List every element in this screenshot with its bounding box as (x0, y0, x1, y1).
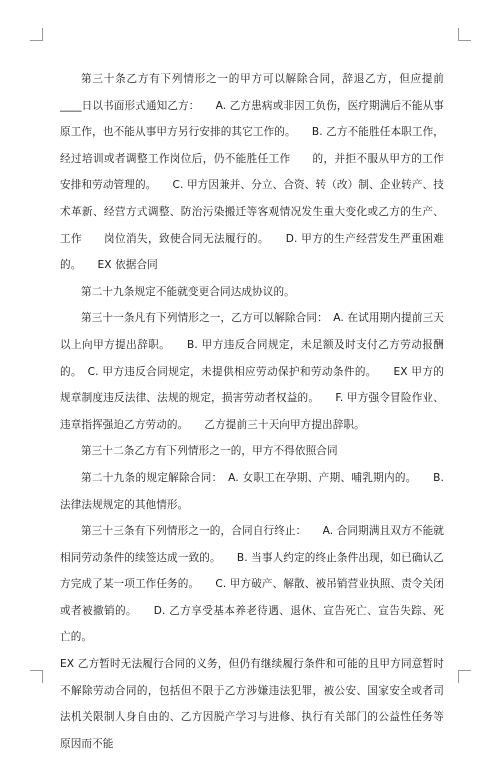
paragraph-article-29-dismissal: 第二十九条的规定解除合同： A. 女职工在孕期、产期、哺乳期内的。 B. 法律法规规定的其他情形。 (60, 471, 444, 511)
paragraph-article-32: 第三十二条乙方有下列情形之一的，甲方不得依照合同 (81, 445, 338, 458)
crop-mark-bottom-left (30, 670, 43, 683)
crop-mark-bottom-right (458, 670, 471, 683)
paragraph-ex-suspension: EX 乙方暂时无法履行合同的义务，但仍有继续履行条件和可能的且甲方同意暂时不解除劳动合同的，包括但不限于乙方涉嫌违法犯罪，被公安、国家安全或者司法机关限制人身自由的、乙方因脱产学习与进修、执行有关部门的公益性任务等原因而不能 (60, 658, 444, 750)
paragraph-article-29-ref: 第二十九条规定不能就变更合同达成协议的。 (81, 285, 295, 298)
paragraph-article-33: 第三十三条有下列情形之一的，合同自行终止： A. 合同期满且双方不能就相同劳动条件的续签达成一致的。 B. 当事人约定的终止条件出现，如已确认乙方完成了某一项工作任务的。 C. 甲方破产、解散、被吊销营业执照、责令关闭或者被撤销的。 D. 乙方享受基本养老待遇、退休、宣告死亡、宣告失踪、死亡的。 (60, 525, 444, 644)
document-body (60, 66, 444, 757)
crop-mark-top-right (458, 28, 471, 41)
paragraph-article-30: 第三十条乙方有下列情形之一的甲方可以解除合同，辞退乙方，但应提前____日以书面形式通知乙方： A. 乙方患病或非因工负伤，医疗期满后不能从事原工作，也不能从事甲方另行安排的其它工作的。 B. 乙方不能胜任本职工作，经过培训或者调整工作岗位后，仍不能胜任工作 的，并拒不服从甲方的工作安排和劳动管理的。 C. 甲方因兼并、分立、合资、转（改）制、企业转产、技术革新、经营方式调整、防治污染搬迁等客观情况发生重大变化或乙方的生产、工作 岗位消失，致使合同无法履行的。 D. 甲方的生产经营发生严重困难的。 EX 依据合同 (60, 73, 444, 272)
crop-mark-top-left (30, 28, 43, 41)
paragraph-article-31: 第三十一条凡有下列情形之一，乙方可以解除合同： A. 在试用期内提前三天以上向甲方提出辞职。 B. 甲方违反合同规定，未足额及时支付乙方劳动报酬的。 C. 甲方违反合同规定，未提供相应劳动保护和劳动条件的。 EX 甲方的规章制度违反法律、法规的规定，损害劳动者权益的。 F. 甲方强令冒险作业、违章指挥强迫乙方劳动的。 乙方提前三十天向甲方提出辞职。 (60, 312, 444, 431)
